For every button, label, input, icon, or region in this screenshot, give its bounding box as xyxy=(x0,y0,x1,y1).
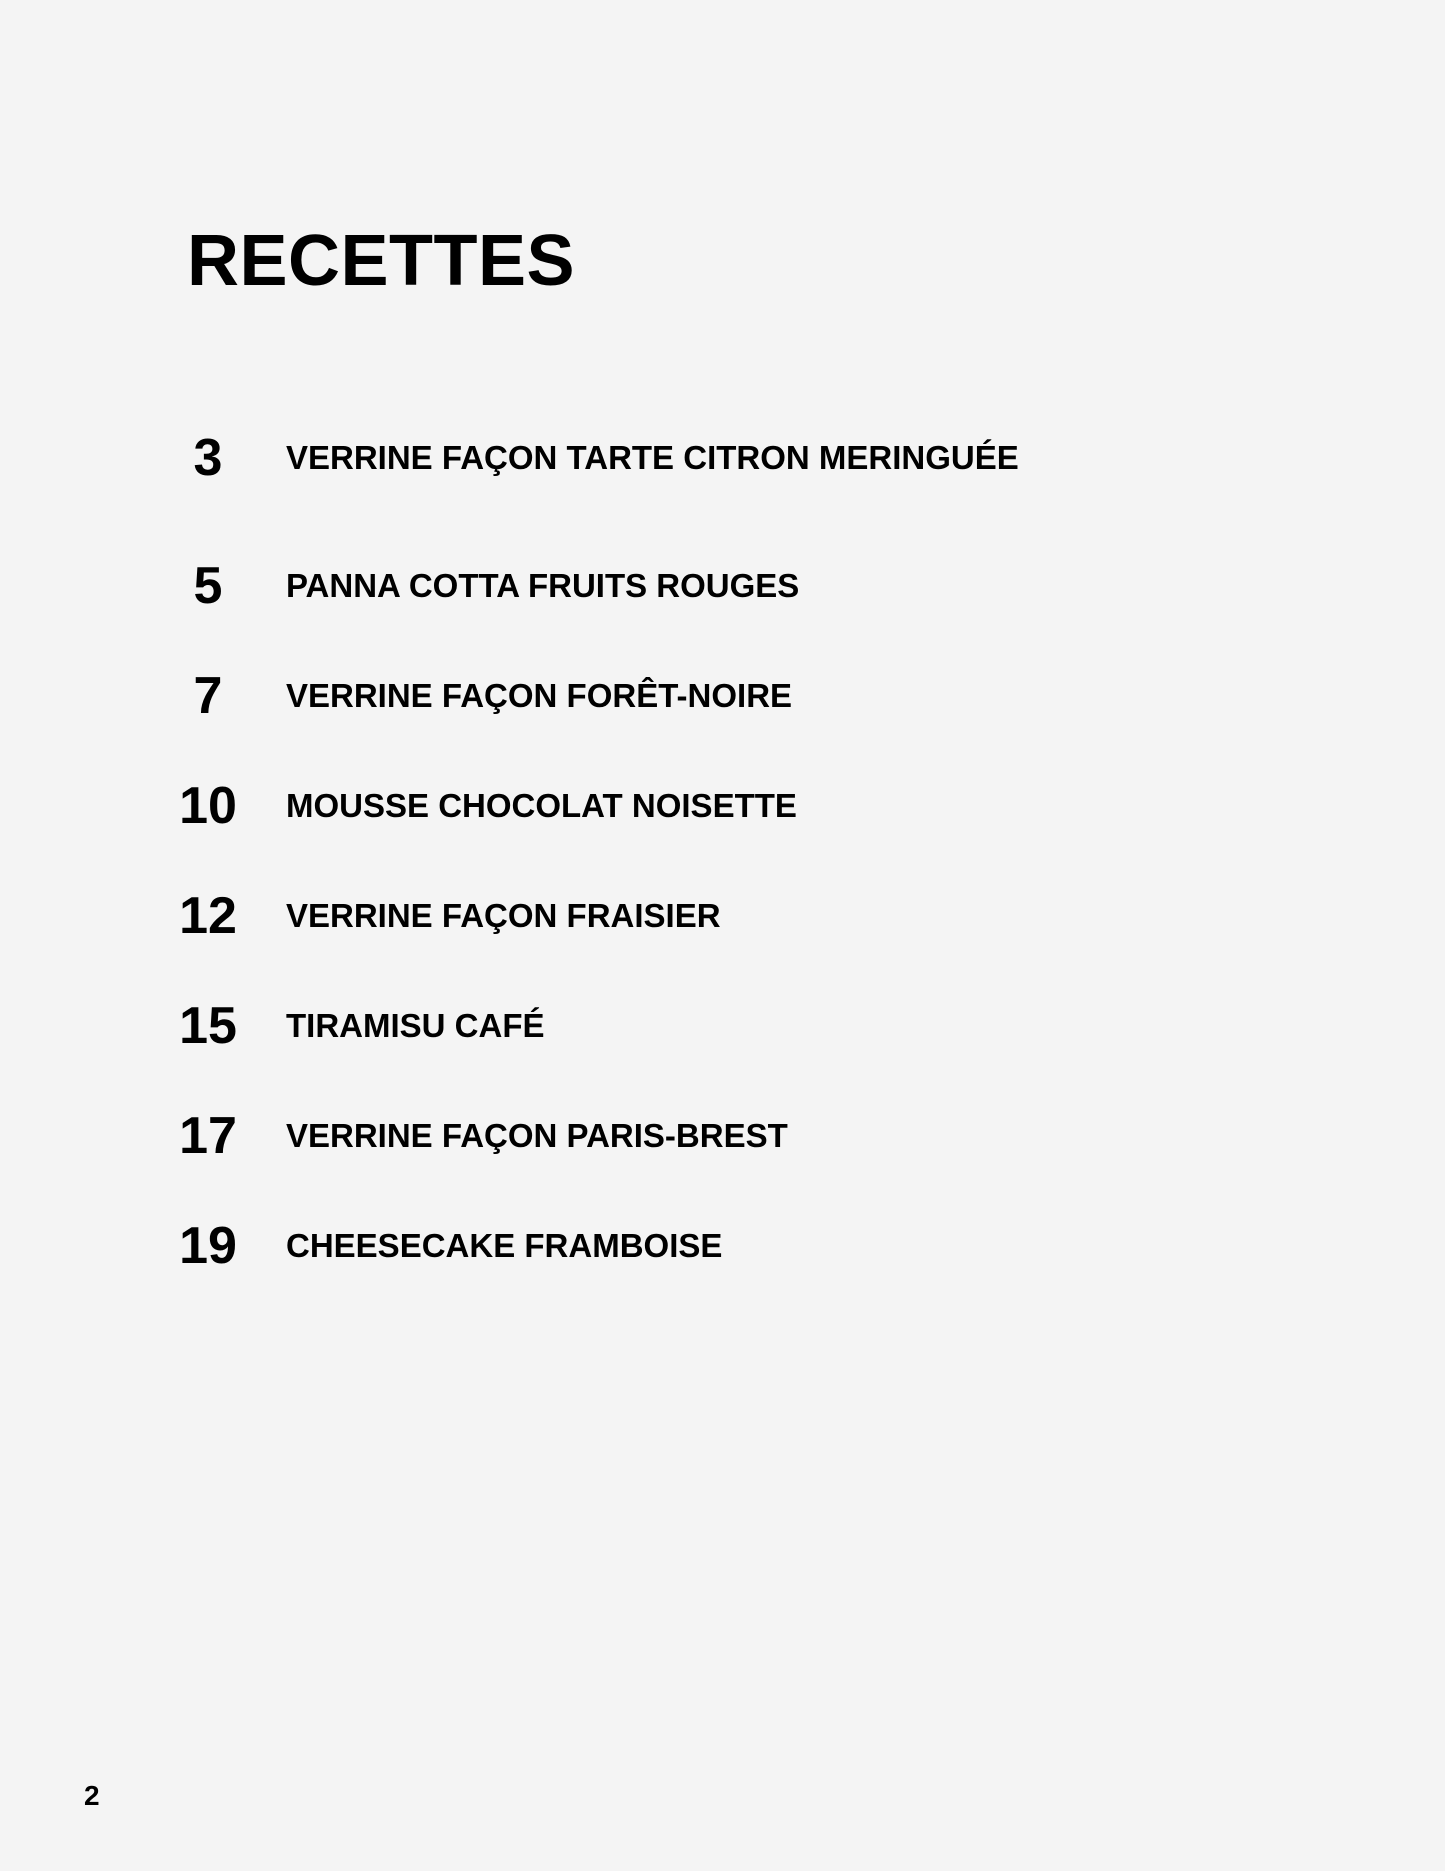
toc-recipe-title: PANNA COTTA FRUITS ROUGES xyxy=(286,567,800,604)
page-number: 2 xyxy=(84,1780,100,1811)
toc-recipe-title: VERRINE FAÇON PARIS-BREST xyxy=(286,1117,788,1154)
toc-entry[interactable] xyxy=(150,1081,1250,1191)
toc-page-number: 7 xyxy=(193,667,223,725)
toc-entry[interactable] xyxy=(150,531,1250,641)
toc-page-number: 10 xyxy=(179,777,237,835)
toc-recipe-title: CHEESECAKE FRAMBOISE xyxy=(286,1227,723,1264)
toc-page-number: 12 xyxy=(179,887,237,945)
toc-page-number: 3 xyxy=(193,429,223,487)
toc-entry[interactable] xyxy=(150,421,1250,495)
toc-entry[interactable] xyxy=(150,1191,1250,1301)
toc-page-number: 17 xyxy=(179,1107,237,1165)
page-title: RECETTES xyxy=(187,221,576,301)
toc-entry[interactable] xyxy=(150,641,1250,751)
table-of-contents xyxy=(150,421,1250,1301)
toc-recipe-title: VERRINE FAÇON FORÊT-NOIRE xyxy=(286,677,793,714)
toc-recipe-title: TIRAMISU CAFÉ xyxy=(286,1007,545,1044)
toc-entry[interactable] xyxy=(150,971,1250,1081)
toc-recipe-title: VERRINE FAÇON FRAISIER xyxy=(286,897,721,934)
toc-page-number: 15 xyxy=(179,997,237,1055)
toc-entry[interactable] xyxy=(150,861,1250,971)
toc-entry[interactable] xyxy=(150,751,1250,861)
toc-recipe-title: MOUSSE CHOCOLAT NOISETTE xyxy=(286,787,797,824)
toc-page-number: 5 xyxy=(193,557,223,615)
toc-page-number: 19 xyxy=(179,1217,237,1275)
toc-recipe-title: VERRINE FAÇON TARTE CITRON MERINGUÉE xyxy=(286,439,1019,476)
